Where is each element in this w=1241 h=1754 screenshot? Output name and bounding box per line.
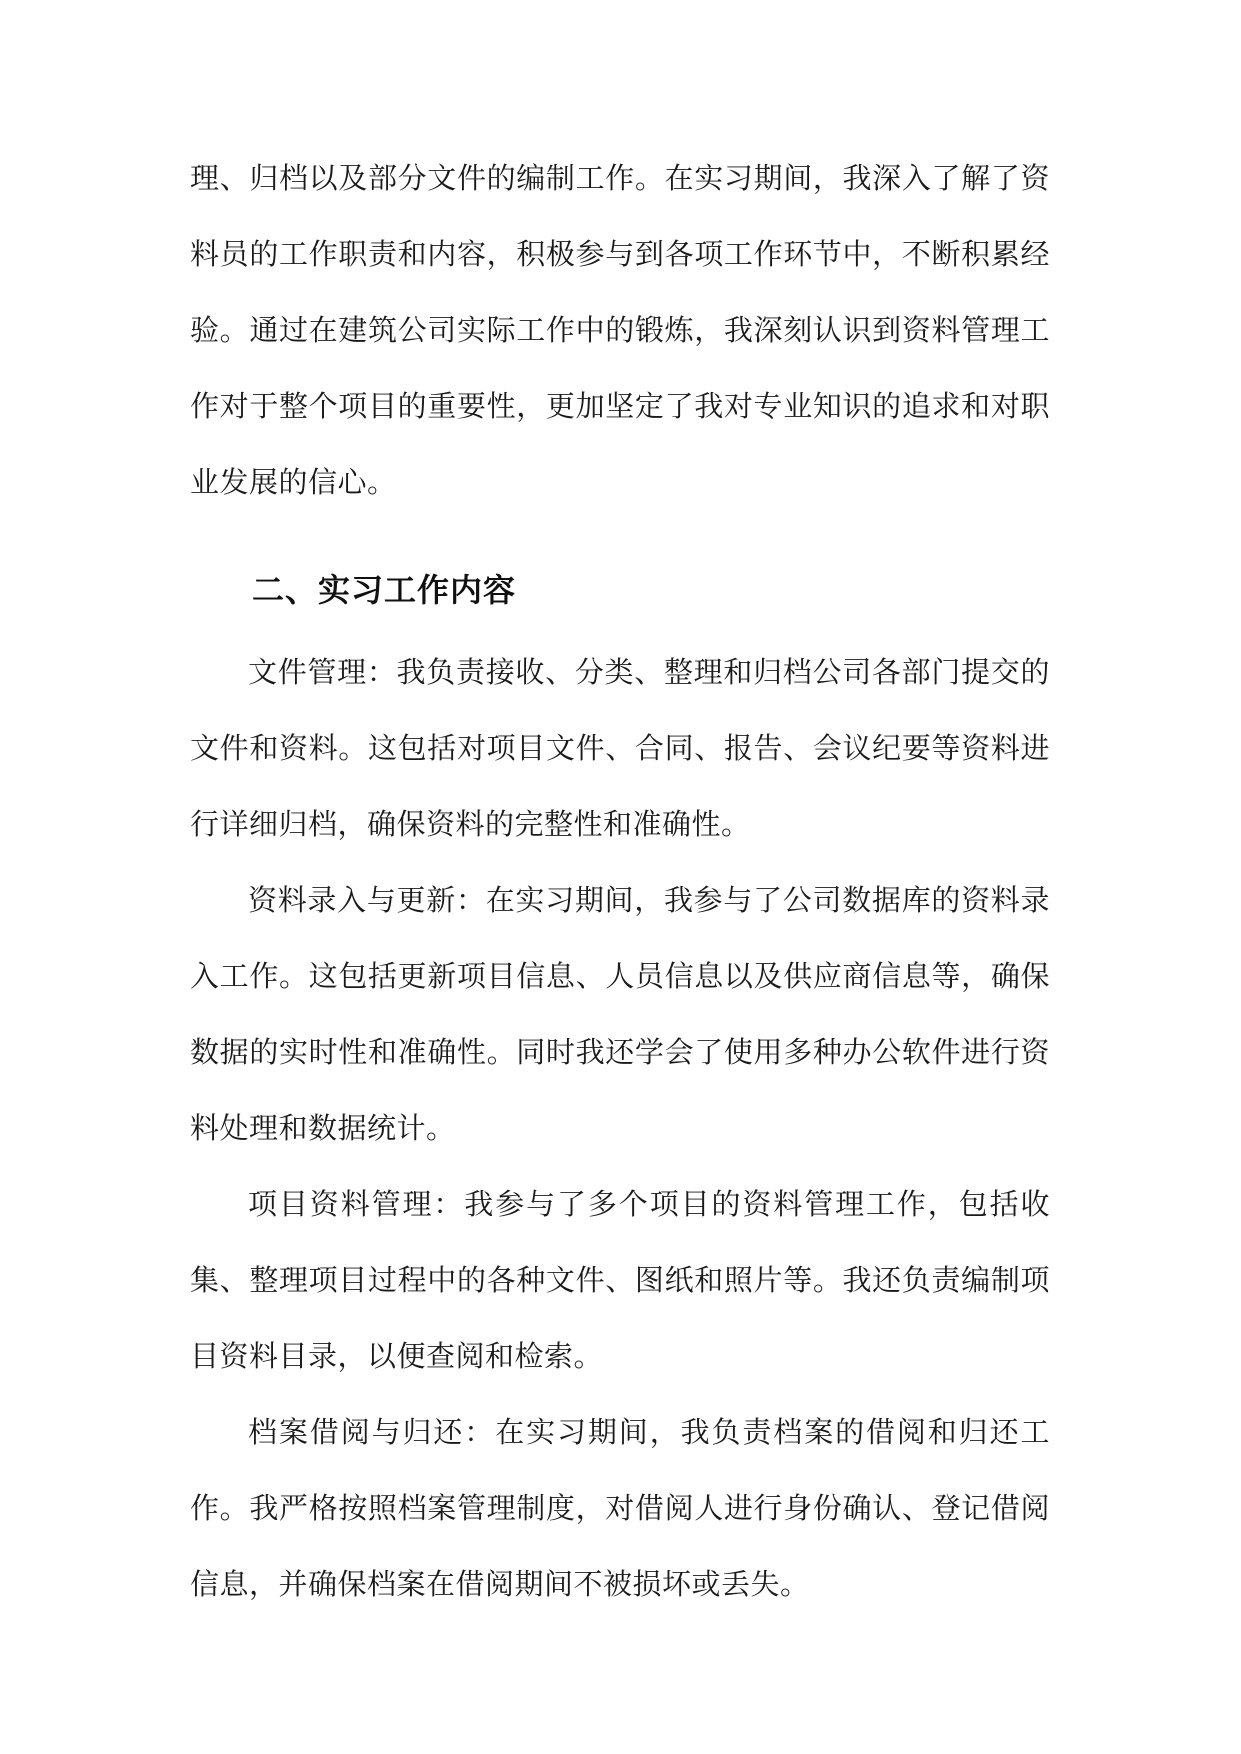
paragraph-project-records: 项目资料管理：我参与了多个项目的资料管理工作，包括收集、整理项目过程中的各种文件、图纸和照片等。我还负责编制项目资料目录，以便查阅和检索。 — [190, 1187, 1050, 1373]
paragraph-file-management: 文件管理：我负责接收、分类、整理和归档公司各部门提交的文件和资料。这包括对项目文件、合同、报告、会议纪要等资料进行详细归档，确保资料的完整性和准确性。 — [190, 655, 1050, 841]
paragraph-archive-lending: 档案借阅与归还：在实习期间，我负责档案的借阅和归还工作。我严格按照档案管理制度，对借阅人进行身份确认、登记借阅信息，并确保档案在借阅期间不被损坏或丢失。 — [190, 1415, 1050, 1601]
document-body — [190, 140, 1050, 1622]
intro-paragraph: 理、归档以及部分文件的编制工作。在实习期间，我深入了解了资料员的工作职责和内容，积极参与到各项工作环节中，不断积累经验。通过在建筑公司实际工作中的锻炼，我深刻认识到资料管理工作对于整个项目的重要性，更加坚定了我对专业知识的追求和对职业发展的信心。 — [190, 161, 1050, 499]
paragraph-data-entry: 资料录入与更新：在实习期间，我参与了公司数据库的资料录入工作。这包括更新项目信息、人员信息以及供应商信息等，确保数据的实时性和准确性。同时我还学会了使用多种办公软件进行资料处理和数据统计。 — [190, 883, 1050, 1145]
section-heading: 二、实习工作内容 — [252, 571, 517, 609]
